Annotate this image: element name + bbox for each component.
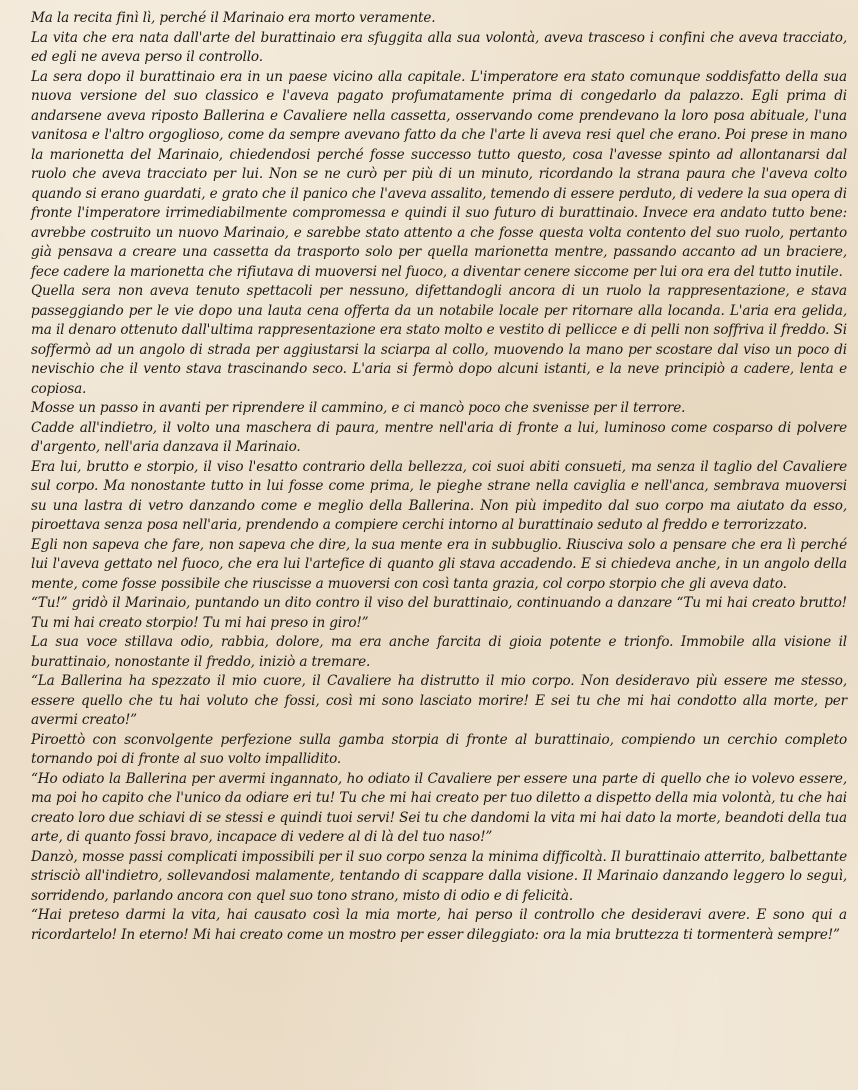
paragraph: Piroettò con sconvolgente perfezione sulla gamba storpia di fronte al burattinaio, compiendo un cerchio completo tornando poi di fronte al suo volto impallidito. (31, 731, 847, 767)
paragraph: Cadde all'indietro, il volto una maschera di paura, mentre nell'aria di fronte a lui, luminoso come cosparso di polvere d'argento, nell'aria danzava il Marinaio. (31, 419, 847, 455)
paragraph: “Hai preteso darmi la vita, hai causato così la mia morte, hai perso il controllo che desideravi avere. E sono qui a ricordartelo! In eterno! Mi hai creato come un mostro per esser dileggiato: ora la mia bruttezza ti tormenterà sempre!” (31, 907, 847, 943)
paragraph: Ma la recita finì lì, perché il Marinaio era morto veramente. (31, 10, 436, 26)
paragraph: Mosse un passo in avanti per riprendere il cammino, e ci mancò poco che svenisse per il terrore. (31, 400, 686, 416)
paragraph: La sua voce stillava odio, rabbia, dolore, ma era anche farcita di gioia potente e trionfo. Immobile alla visione il burattinaio, nonostante il freddo, iniziò a tremare. (31, 634, 847, 670)
paragraph: “Ho odiato la Ballerina per avermi ingannato, ho odiato il Cavaliere per essere una parte di quello che io volevo essere, ma poi ho capito che l'unico da odiare eri tu! Tu che mi hai creato per tuo diletto a dispetto della mia volontà, tu che hai creato loro due schiavi di se stessi e quindi tuoi servi! Sei tu che dandomi la vita mi hai dato la morte, beandoti della tua arte, di quanto fossi bravo, incapace di vedere al di là del tuo naso!” (31, 770, 847, 845)
paragraph: Quella sera non aveva tenuto spettacoli per nessuno, difettandogli ancora di un ruolo la rappresentazione, e stava passeggiando per le vie dopo una lauta cena offerta da un notabile locale per ritornare alla locanda. L'aria era gelida, ma il denaro ottenuto dall'ultima rappresentazione era stato molto e vestito di pellicce e di pelli non soffriva il freddo. Si soffermò ad un angolo di strada per aggiustarsi la sciarpa al collo, muovendo la mano per scostare dal viso un poco di nevischio che il vento stava trascinando seco. L'aria si fermò dopo alcuni istanti, e la neve principiò a cadere, lenta e copiosa. (31, 283, 847, 397)
paragraph: “La Ballerina ha spezzato il mio cuore, il Cavaliere ha distrutto il mio corpo. Non desideravo più essere me stesso, essere quello che tu hai voluto che fossi, così mi sono lasciato morire! E sei tu che mi hai condotto alla morte, per avermi creato!” (31, 673, 847, 728)
paragraph: La vita che era nata dall'arte del burattinaio era sfuggita alla sua volontà, aveva trasceso i confini che aveva tracciato, ed egli ne aveva perso il controllo. (31, 29, 847, 65)
paragraph: Era lui, brutto e storpio, il viso l'esatto contrario della bellezza, coi suoi abiti consueti, ma senza il taglio del Cavaliere sul corpo. Ma nonostante tutto in lui fosse come prima, le pieghe strane nella caviglia e nell'anca, sembrava muoversi su una lastra di vetro danzando come e meglio della Ballerina. Non più impedito dal suo corpo ma aiutato da esso, piroettava senza posa nell'aria, prendendo a compiere cerchi intorno al burattinaio seduto al freddo e terrorizzato. (31, 458, 847, 533)
paragraph: La sera dopo il burattinaio era in un paese vicino alla capitale. L'imperatore era stato comunque soddisfatto della sua nuova versione del suo classico e l'aveva pagato profumatamente prima di congedarlo da palazzo. Egli prima di andarsene aveva riposto Ballerina e Cavaliere nella cassetta, osservando come prendevano la loro posa abituale, l'una vanitosa e l'altro orgoglioso, come da sempre avevano fatto da che l'arte li aveva resi quel che erano. Poi prese in mano la marionetta del Marinaio, chiedendosi perché fosse successo tutto questo, cosa l'avesse spinto ad allontanarsi dal ruolo che aveva tracciato per lui. Non se ne curò per più di un minuto, ricordando la strana paura che l'aveva colto quando si erano guardati, e grato che il panico che l'aveva assalito, temendo di essere perduto, di vedere la sua opera di fronte l'imperatore irrimediabilmente compromessa e quindi il suo futuro di burattinaio. Invece era andato tutto bene: avrebbe costruito un nuovo Marinaio, e sarebbe stato attento a che fosse questa volta contento del suo ruolo, pertanto già pensava a creare una cassetta da trasporto solo per quella marionetta mentre, passando accanto ad un braciere, fece cadere la marionetta che rifiutava di muoversi nel fuoco, a diventar cenere siccome per lui ora era del tutto inutile. (31, 68, 847, 280)
paragraph: “Tu!” gridò il Marinaio, puntando un dito contro il viso del burattinaio, continuando a danzare “Tu mi hai creato brutto! Tu mi hai creato storpio! Tu mi hai preso in giro!” (31, 595, 847, 631)
paragraph: Egli non sapeva che fare, non sapeva che dire, la sua mente era in subbuglio. Riusciva solo a pensare che era lì perché lui l'aveva gettato nel fuoco, che era lui l'artefice di quanto gli stava accadendo. E si chiedeva anche, in un angolo della mente, come fosse possibile che riuscisse a muoversi con così tanta grazia, col corpo storpio che gli aveva dato. (31, 536, 847, 592)
paragraph: Danzò, mosse passi complicati impossibili per il suo corpo senza la minima difficoltà. Il burattinaio atterrito, balbettante strisciò all'indietro, sollevandosi malamente, tentando di scappare dalla visione. Il Marinaio danzando leggero lo seguì, sorridendo, parlando ancora con quel suo tono strano, misto di odio e di felicità. (31, 848, 847, 904)
